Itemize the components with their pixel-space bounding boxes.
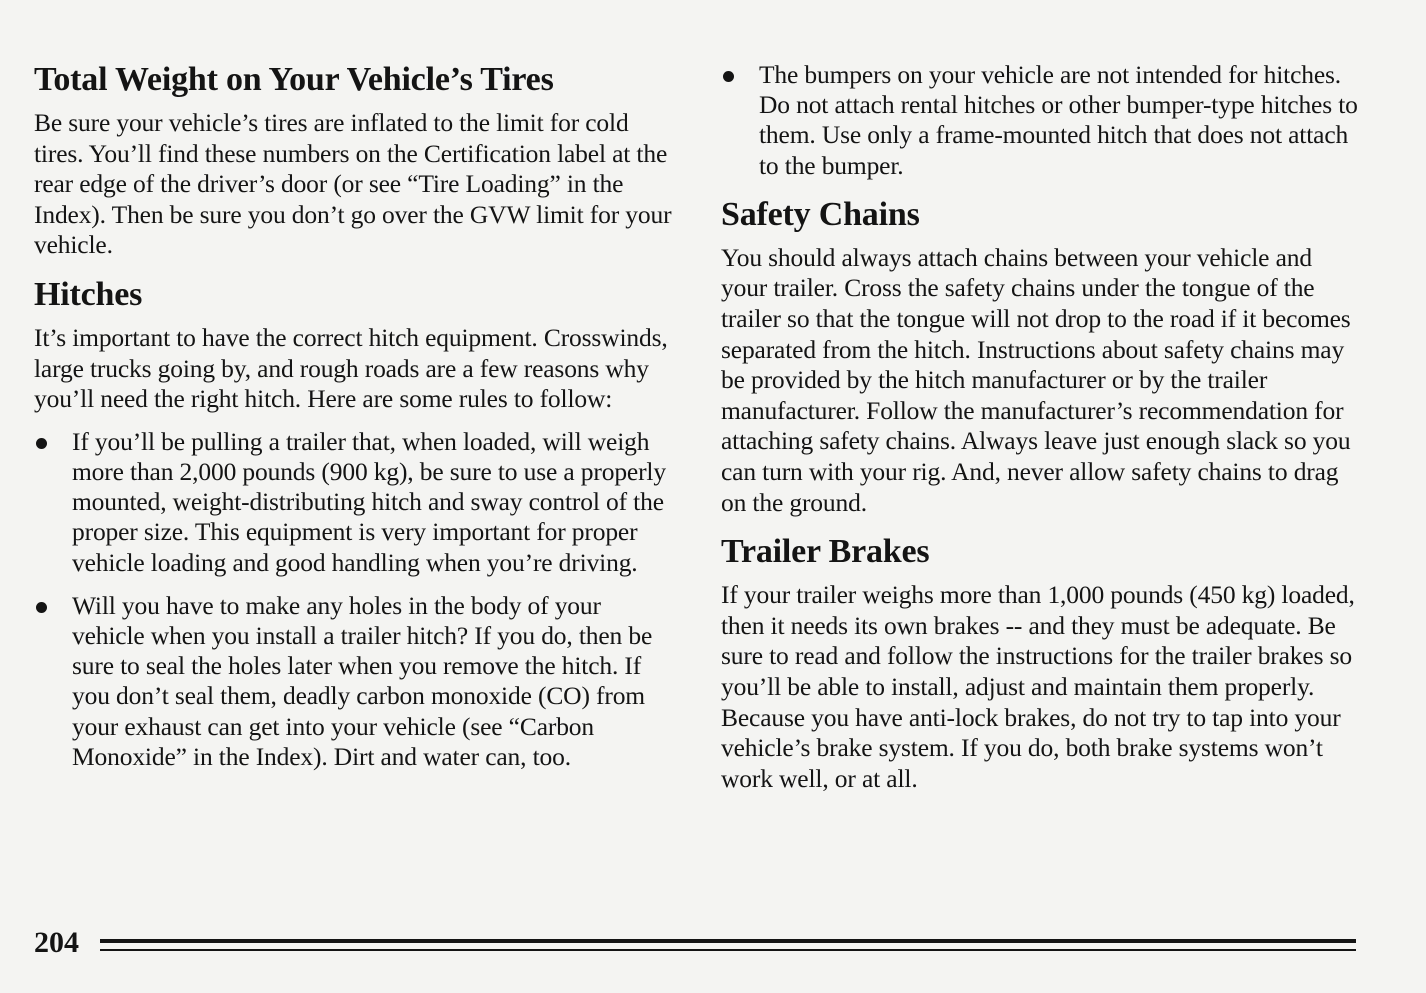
list-item-text: Will you have to make any holes in the body of your vehicle when you install a trailer hitch? If you do, then be sure to seal the holes later when you remove the hitch. If you don’t seal them, deadly carbon monoxide (CO) from your exhaust can get into your vehicle (see “Carbon Monoxide” in the Index). Dirt and water can, too. — [72, 590, 653, 771]
footer-rule-thick — [100, 939, 1356, 943]
list-item — [34, 591, 674, 772]
footer-rule-thin — [100, 949, 1356, 951]
hitches-bullet-list — [34, 427, 674, 772]
right-column — [721, 60, 1361, 806]
heading-trailer-brakes: Trailer Brakes — [721, 533, 930, 571]
bullet-icon — [36, 438, 47, 449]
page-footer — [34, 922, 1356, 962]
heading-safety-chains: Safety Chains — [721, 195, 920, 233]
paragraph-hitches: It’s important to have the correct hitch equipment. Crosswinds, large trucks going by, and rough roads are a few reasons why you’ll need the right hitch. Here are some rules to follow: — [34, 322, 668, 414]
bumper-bullet-list — [721, 60, 1361, 181]
paragraph-safety-chains: You should always attach chains between your vehicle and your trailer. Cross the safety chains under the tongue of the trailer so that the tongue will not drop to the road if it becomes separated from the hitch. Instructions about safety chains may be provided by the hitch manufacturer or by the trailer manufacturer. Follow the manufacturer’s recommendation for attaching safety chains. Always leave just enough slack so you can turn with your rig. And, never allow safety chains to drag on the ground. — [721, 242, 1351, 517]
list-item-text: The bumpers on your vehicle are not intended for hitches. Do not attach rental hitches or other bumper-type hitches to them. Use only a frame-mounted hitch that does not attach to the bumper. — [759, 60, 1358, 180]
list-item-text: If you’ll be pulling a trailer that, when loaded, will weigh more than 2,000 pounds (900 kg), be sure to use a properly mounted, weight-distributing hitch and sway control of the proper size. This equipment is very important for proper vehicle loading and good handling when you’re driving. — [72, 426, 666, 577]
heading-total-weight: Total Weight on Your Vehicle’s Tires — [34, 61, 554, 98]
heading-hitches: Hitches — [34, 275, 143, 313]
left-column — [34, 60, 674, 785]
list-item — [34, 427, 674, 578]
paragraph-trailer-brakes: If your trailer weighs more than 1,000 pounds (450 kg) loaded, then it needs its own brakes -- and they must be adequate. Be sure to read and follow the instructions for the trailer brakes so you’ll be able to install, adjust and maintain them properly. Because you have anti-lock brakes, do not try to tap into your vehicle’s brake system. If you do, both brake systems won’t work well, or at all. — [721, 580, 1355, 793]
list-item — [721, 60, 1361, 181]
page-number: 204 — [34, 926, 79, 959]
paragraph-total-weight: Be sure your vehicle’s tires are inflated to the limit for cold tires. You’ll find these numbers on the Certification label at the rear edge of the driver’s door (or see “Tire Loading” in the Index). Then be sure you don’t go over the GVW limit for your vehicle. — [34, 108, 672, 260]
bullet-icon — [723, 71, 734, 82]
bullet-icon — [36, 602, 47, 613]
